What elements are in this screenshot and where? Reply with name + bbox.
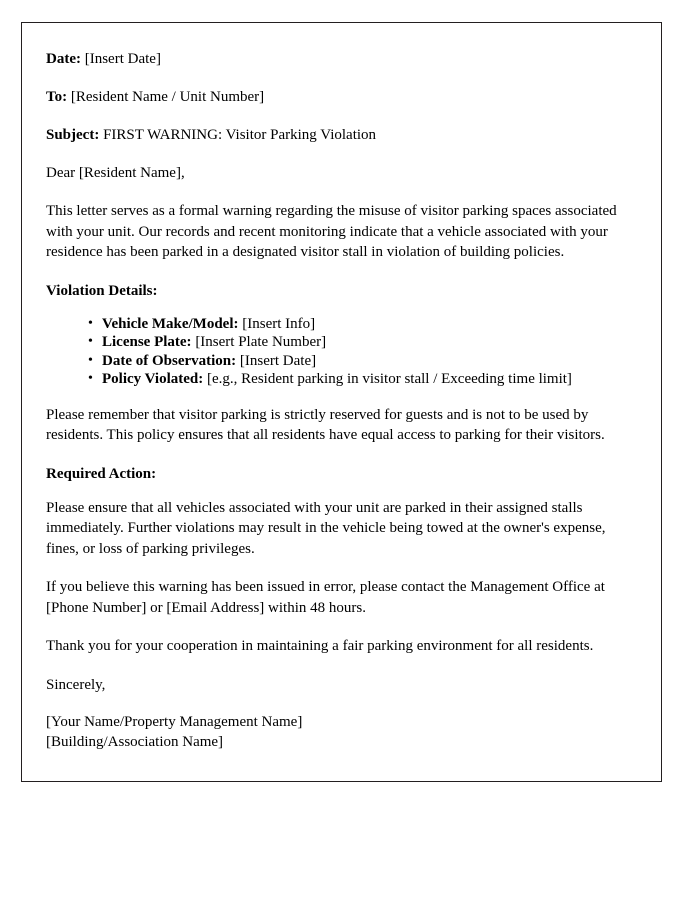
field-date-value: [Insert Date] — [84, 51, 161, 67]
violation-item-value: [Insert Info] — [242, 315, 316, 332]
violation-details-heading: Violation Details: — [46, 282, 158, 299]
violation-details-list — [46, 315, 625, 389]
closing-paragraph: Thank you for your cooperation in maintaining a fair parking environment for all residents. — [46, 638, 594, 654]
signature-line: [Building/Association Name] — [46, 733, 224, 750]
field-subject-value: FIRST WARNING: Visitor Parking Violation — [103, 127, 377, 143]
field-subject — [46, 125, 625, 145]
salutation: Dear [Resident Name], — [46, 165, 185, 181]
signoff: Sincerely, — [46, 676, 106, 693]
list-item — [102, 352, 625, 371]
list-item — [102, 333, 625, 352]
violation-item-label: Vehicle Make/Model: — [102, 315, 239, 332]
field-to-label: To: — [46, 89, 68, 105]
field-to — [46, 87, 625, 107]
field-subject-label: Subject: — [46, 127, 100, 143]
letter-page-border — [21, 22, 662, 782]
contact-paragraph: If you believe this warning has been issued in error, please contact the Management Office at [Phone Number] or [Email Address] within 48 hours. — [46, 579, 605, 616]
signature-line: [Your Name/Property Management Name] — [46, 714, 303, 730]
reminder-paragraph: Please remember that visitor parking is strictly reserved for guests and is not to be used by residents. This policy ensures that all residents have equal access to parking for their visitors. — [46, 406, 605, 443]
violation-item-value: [Insert Plate Number] — [195, 334, 327, 350]
field-date — [46, 49, 625, 69]
required-action-heading: Required Action: — [46, 465, 157, 482]
action-paragraph: Please ensure that all vehicles associated with your unit are parked in their assigned stalls immediately. Further violations may result in the vehicle being towed at the owner's expense, fines, or loss of parking privileges. — [46, 499, 606, 557]
field-to-value: [Resident Name / Unit Number] — [70, 89, 265, 105]
signature-block — [46, 713, 625, 752]
letter-body — [22, 23, 661, 752]
violation-item-value: [Insert Date] — [239, 352, 317, 369]
list-item — [102, 315, 625, 334]
list-item — [102, 370, 625, 389]
violation-item-value: [e.g., Resident parking in visitor stall / Exceeding time limit] — [207, 371, 572, 387]
violation-item-label: Date of Observation: — [102, 352, 237, 369]
violation-item-label: License Plate: — [102, 334, 192, 350]
field-date-label: Date: — [46, 51, 81, 67]
intro-paragraph: This letter serves as a formal warning regarding the misuse of visitor parking spaces associated with your unit. Our records and recent monitoring indicate that a vehicle associated with your residence has been parked in a designated visitor stall in violation of building policies. — [46, 203, 617, 260]
violation-item-label: Policy Violated: — [102, 371, 204, 387]
